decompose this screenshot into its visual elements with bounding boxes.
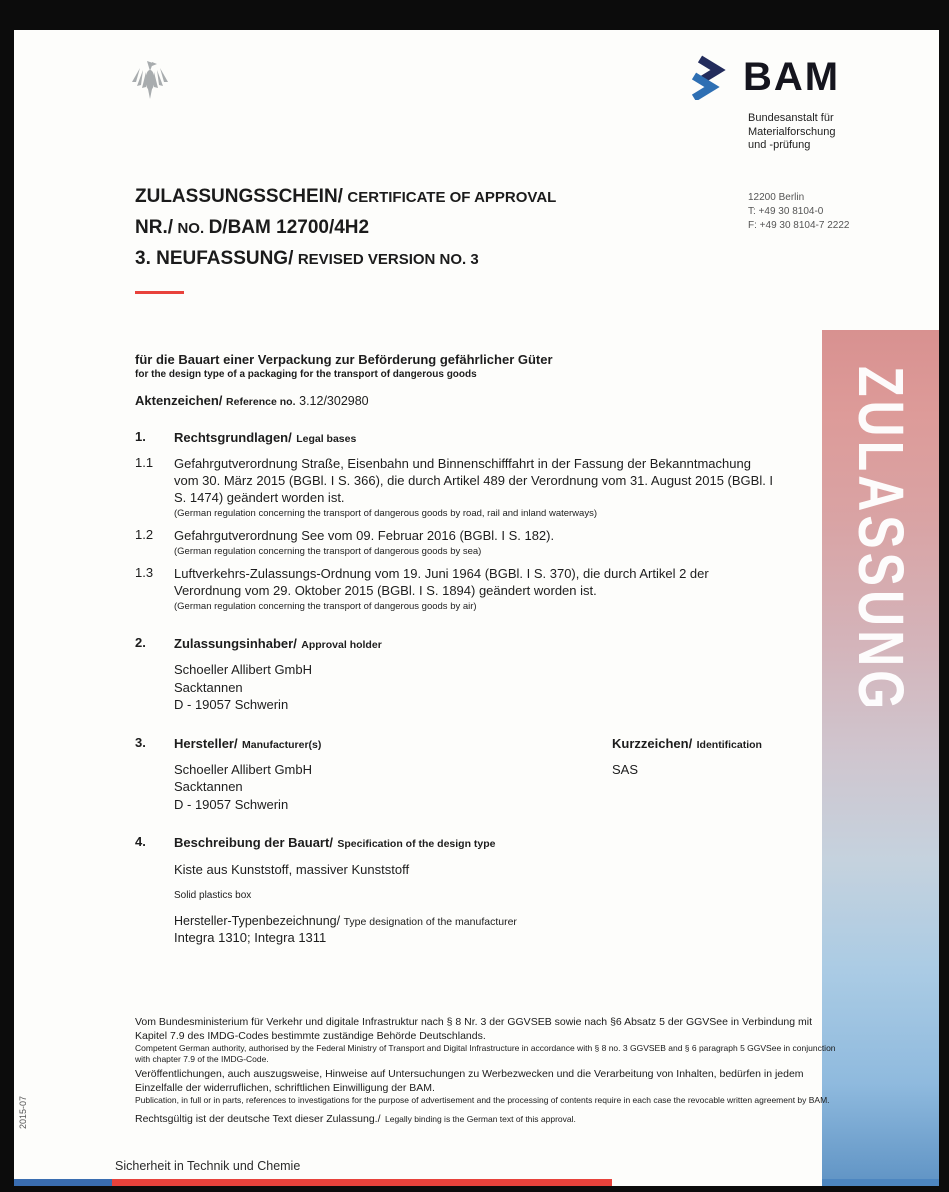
reference-number-row: Aktenzeichen/ Reference no. 3.12/302980: [135, 393, 369, 408]
approval-holder-address: Schoeller Allibert GmbH Sacktannen D - 19057 Schwerin: [174, 662, 312, 712]
contact-phone: T: +49 30 8104-0: [748, 206, 824, 217]
title-line-1: ZULASSUNGSSCHEIN/ CERTIFICATE OF APPROVAL: [135, 186, 557, 207]
title-line-2: NR./ NO. D/BAM 12700/4H2: [135, 217, 370, 238]
footer-authority-english: Competent German authority, authorised by the Federal Ministry of Transport and Digital Infrastructure in accordance with § 8 no. 3 GGVSEB and § 6 paragraph 5 GGVSee in conjunction with chapter 7.9 of the IMDG-Code.: [135, 1043, 836, 1064]
legal-item-1-3: 1.3 Luftverkehrs-Zulassungs-Ordnung vom 19. Juni 1964 (BGBl. I S. 370), die durch Artikel 2 der Verordnung vom 29. Oktober 2015 (BGBl. I S. 1894) geändert worden ist. (German regulation concerning the transport of dangerous goods by air): [135, 565, 783, 614]
contact-block: [748, 191, 849, 233]
bam-logo-icon: [688, 54, 734, 105]
form-version-code: 2015-07: [18, 1096, 28, 1130]
org-line: Materialforschung: [748, 125, 836, 138]
federal-eagle-icon: [128, 54, 172, 102]
legal-item-1-2: 1.2 Gefahrgutverordnung See vom 09. Februar 2016 (BGBl. I S. 182). (German regulation concerning the transport of dangerous goods by sea): [135, 527, 783, 559]
bottom-bar-red: [112, 1179, 612, 1186]
org-line: Bundesanstalt für: [748, 112, 834, 124]
watermark-text: ZULASSUNG: [844, 366, 917, 714]
design-type-english: Solid plastics box: [174, 890, 252, 901]
title-line-3: 3. NEUFASSUNG/ REVISED VERSION NO. 3: [135, 248, 479, 269]
bottom-bar-blue-right: [822, 1179, 939, 1186]
org-line: und -prüfung: [748, 139, 811, 151]
legal-item-1-1: 1.1 Gefahrgutverordnung Straße, Eisenbahn und Binnenschifffahrt in der Fassung der Bekanntmachung vom 30. März 2015 (BGBl. I S. 366), die durch Artikel 489 der Verordnung vom 31. August 2015 (BGBl. I S. 1474) geändert worden ist. (German regulation concerning the transport of dangerous goods by road, rail and inland waterways): [135, 455, 774, 519]
design-type-description: [174, 862, 783, 945]
organization-name: [748, 112, 835, 153]
legal-item-note: (German regulation concerning the transport of dangerous goods by road, rail and inland waterways): [174, 508, 597, 519]
legal-item-note: (German regulation concerning the transport of dangerous goods by sea): [174, 546, 482, 557]
intro-english: for the design type of a packaging for the transport of dangerous goods: [135, 369, 477, 380]
footer-legal-text: [135, 1016, 841, 1127]
bam-brand: [688, 54, 840, 105]
footer-authority-german: Vom Bundesministerium für Verkehr und digitale Infrastruktur nach § 8 Nr. 3 der GGVSEB sowie nach §6 Absatz 5 der GGVSee in Verbindung mit Kapitel 7.9 des IMDG-Codes bestimmte zuständige Behörde Deutschlands.: [135, 1016, 813, 1042]
footer-publication-german: Veröffentlichungen, auch auszugsweise, Hinweise auf Untersuchungen zu Werbezwecken und die Verarbeitung von Inhalten, bedürfen in jedem Einzelfalle der widerruflichen, schriftlichen Einwilligung der BAM.: [135, 1068, 804, 1094]
type-designation-label: Hersteller-Typenbezeichnung/ Type designation of the manufacturer: [174, 914, 517, 928]
footer-binding-text: Rechtsgültig ist der deutsche Text dieser Zulassung./ Legally binding is the German text of this approval.: [135, 1113, 576, 1125]
contact-city: 12200 Berlin: [748, 192, 805, 203]
bottom-bar-blue: [14, 1179, 112, 1186]
certificate-body: [135, 352, 783, 945]
section-legal-bases-heading: 1. Rechtsgrundlagen/ Legal bases: [135, 429, 357, 445]
intro-german: für die Bauart einer Verpackung zur Beförderung gefährlicher Güter: [135, 352, 553, 367]
identification-value: SAS: [612, 761, 639, 777]
section-design-type-heading: 4. Beschreibung der Bauart/ Specification of the design type: [135, 834, 496, 850]
contact-fax: F: +49 30 8104-7 2222: [748, 220, 850, 231]
certificate-page: [14, 30, 939, 1186]
design-type-german: Kiste aus Kunststoff, massiver Kunststoff: [174, 862, 410, 877]
reference-number-value: 3.12/302980: [299, 394, 369, 408]
manufacturer-address: Schoeller Allibert GmbH Sacktannen D - 19057 Schwerin SAS: [174, 761, 639, 812]
section-manufacturer-heading: 3. Hersteller/ Manufacturer(s) Kurzzeichen/ Identification: [135, 734, 762, 751]
bam-logo-text: BAM: [743, 55, 841, 99]
footer-publication-english: Publication, in full or in parts, references to investigations for the purpose of advertisement and the processing of contents require in each case the revocable written agreement by BAM.: [135, 1095, 830, 1105]
section-approval-holder-heading: 2. Zulassungsinhaber/ Approval holder: [135, 635, 382, 651]
type-designation-value: Integra 1310; Integra 1311: [174, 930, 327, 945]
certificate-title: [135, 182, 556, 275]
red-underline: [135, 291, 184, 294]
bam-tagline: Sicherheit in Technik und Chemie: [115, 1159, 301, 1173]
legal-item-note: (German regulation concerning the transport of dangerous goods by air): [174, 601, 477, 612]
identification-heading: Kurzzeichen/ Identification: [612, 735, 762, 751]
